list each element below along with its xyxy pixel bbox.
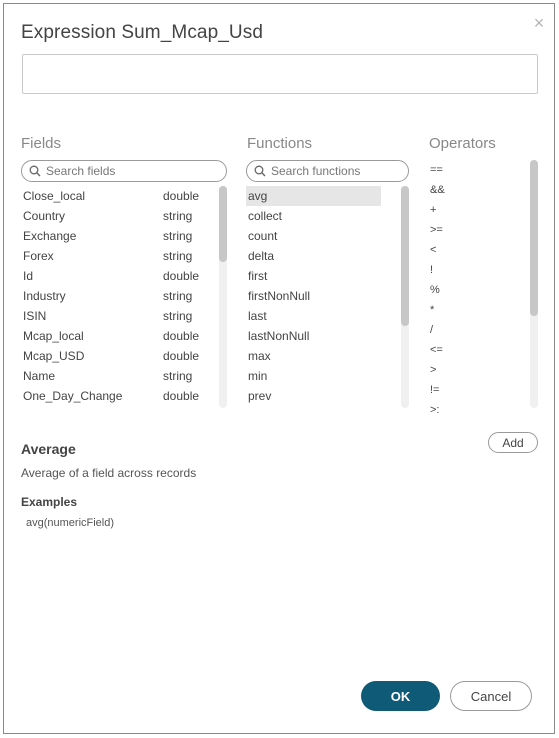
fields-scrollbar-thumb[interactable] bbox=[219, 186, 227, 262]
function-item[interactable] bbox=[246, 246, 381, 266]
operator-item[interactable] bbox=[428, 160, 523, 180]
function-name: first bbox=[248, 269, 268, 283]
close-icon[interactable]: × bbox=[533, 13, 545, 33]
field-item[interactable] bbox=[21, 266, 217, 286]
operator-symbol: > bbox=[430, 364, 437, 376]
field-item[interactable] bbox=[21, 386, 217, 406]
function-item[interactable] bbox=[246, 286, 381, 306]
field-type: string bbox=[163, 289, 193, 303]
field-name: Name bbox=[23, 369, 56, 383]
functions-heading: Functions bbox=[247, 135, 313, 152]
function-name: prev bbox=[248, 389, 272, 403]
expression-input[interactable] bbox=[22, 54, 538, 94]
operator-item[interactable] bbox=[428, 300, 523, 320]
function-item[interactable] bbox=[246, 386, 381, 406]
search-icon bbox=[254, 165, 266, 177]
field-name: Industry bbox=[23, 289, 66, 303]
operator-item[interactable] bbox=[428, 340, 523, 360]
field-item[interactable] bbox=[21, 186, 217, 206]
operators-scrollbar-thumb[interactable] bbox=[530, 160, 538, 316]
fields-list bbox=[21, 186, 217, 408]
description-text: Average of a field across records bbox=[21, 466, 197, 480]
operator-item[interactable] bbox=[428, 220, 523, 240]
field-item[interactable] bbox=[21, 226, 217, 246]
function-name: min bbox=[248, 369, 268, 383]
function-name: delta bbox=[248, 249, 275, 263]
field-item[interactable] bbox=[21, 366, 217, 386]
fields-search-input[interactable] bbox=[46, 162, 221, 180]
operator-item[interactable] bbox=[428, 320, 523, 340]
function-name: count bbox=[248, 229, 278, 243]
operator-symbol: >= bbox=[430, 224, 443, 236]
field-name: Mcap_USD bbox=[23, 349, 85, 363]
operators-list bbox=[428, 160, 523, 417]
description-title: Average bbox=[21, 441, 76, 457]
operator-symbol: == bbox=[430, 164, 443, 176]
field-item[interactable] bbox=[21, 306, 217, 326]
operator-symbol: + bbox=[430, 204, 437, 216]
function-name: lastNonNull bbox=[248, 329, 310, 343]
field-type: double bbox=[163, 189, 200, 203]
function-name: collect bbox=[248, 209, 283, 223]
example-item: avg(numericField) bbox=[26, 517, 115, 529]
fields-search bbox=[21, 160, 227, 182]
operator-symbol: < bbox=[430, 244, 437, 256]
field-name: Exchange bbox=[23, 229, 77, 243]
search-icon bbox=[29, 165, 41, 177]
field-type: string bbox=[163, 209, 193, 223]
operator-item[interactable] bbox=[428, 400, 523, 417]
operator-symbol: % bbox=[430, 284, 440, 296]
functions-list bbox=[246, 186, 381, 408]
function-name: last bbox=[248, 309, 267, 323]
field-type: double bbox=[163, 329, 200, 343]
operator-symbol: && bbox=[430, 184, 445, 196]
field-type: string bbox=[163, 249, 193, 263]
operator-symbol: / bbox=[430, 324, 434, 336]
operator-symbol: != bbox=[430, 384, 440, 396]
fields-heading: Fields bbox=[21, 135, 62, 152]
field-type: string bbox=[163, 369, 193, 383]
dialog-title: Expression Sum_Mcap_Usd bbox=[21, 22, 264, 43]
functions-scrollbar-thumb[interactable] bbox=[401, 186, 409, 326]
fields-scrollbar[interactable] bbox=[219, 186, 227, 408]
operators-heading: Operators bbox=[429, 135, 496, 152]
field-type: double bbox=[163, 349, 200, 363]
field-item[interactable] bbox=[21, 346, 217, 366]
operators-scrollbar[interactable] bbox=[530, 160, 538, 408]
operator-symbol: >: bbox=[430, 404, 440, 416]
cancel-button[interactable]: Cancel bbox=[450, 681, 532, 711]
functions-search bbox=[246, 160, 409, 182]
operator-item[interactable] bbox=[428, 200, 523, 220]
functions-scrollbar[interactable] bbox=[401, 186, 409, 408]
field-type: string bbox=[163, 229, 193, 243]
expression-dialog bbox=[3, 3, 555, 734]
field-name: Forex bbox=[23, 249, 54, 263]
function-name: avg bbox=[248, 189, 268, 203]
function-name: firstNonNull bbox=[248, 289, 311, 303]
field-type: double bbox=[163, 389, 200, 403]
function-name: max bbox=[248, 349, 271, 363]
add-button[interactable]: Add bbox=[488, 432, 538, 453]
operator-item[interactable] bbox=[428, 280, 523, 300]
field-type: double bbox=[163, 269, 200, 283]
functions-search-input[interactable] bbox=[271, 162, 403, 180]
field-name: One_Day_Change bbox=[23, 389, 123, 403]
function-item[interactable] bbox=[246, 326, 381, 346]
field-name: ISIN bbox=[23, 309, 47, 323]
field-name: Mcap_local bbox=[23, 329, 84, 343]
operator-item[interactable] bbox=[428, 180, 523, 200]
function-item[interactable] bbox=[246, 226, 381, 246]
examples-title: Examples bbox=[21, 495, 78, 509]
function-item[interactable] bbox=[246, 346, 381, 366]
function-item[interactable] bbox=[246, 266, 381, 286]
field-item[interactable] bbox=[21, 286, 217, 306]
function-item[interactable] bbox=[246, 206, 381, 226]
field-item[interactable] bbox=[21, 326, 217, 346]
function-item[interactable] bbox=[246, 186, 381, 206]
function-item[interactable] bbox=[246, 366, 381, 386]
operator-item[interactable] bbox=[428, 380, 523, 400]
field-name: Country bbox=[23, 209, 66, 223]
operator-item[interactable] bbox=[428, 260, 523, 280]
function-item[interactable] bbox=[246, 306, 381, 326]
field-name: Close_local bbox=[23, 189, 86, 203]
field-item[interactable] bbox=[21, 206, 217, 226]
operator-symbol: * bbox=[430, 304, 435, 316]
field-type: string bbox=[163, 309, 193, 323]
field-name: Id bbox=[23, 269, 34, 283]
operator-item[interactable] bbox=[428, 360, 523, 380]
operator-symbol: <= bbox=[430, 344, 443, 356]
operator-item[interactable] bbox=[428, 240, 523, 260]
operator-symbol: ! bbox=[430, 264, 434, 276]
ok-button[interactable]: OK bbox=[361, 681, 440, 711]
field-item[interactable] bbox=[21, 246, 217, 266]
